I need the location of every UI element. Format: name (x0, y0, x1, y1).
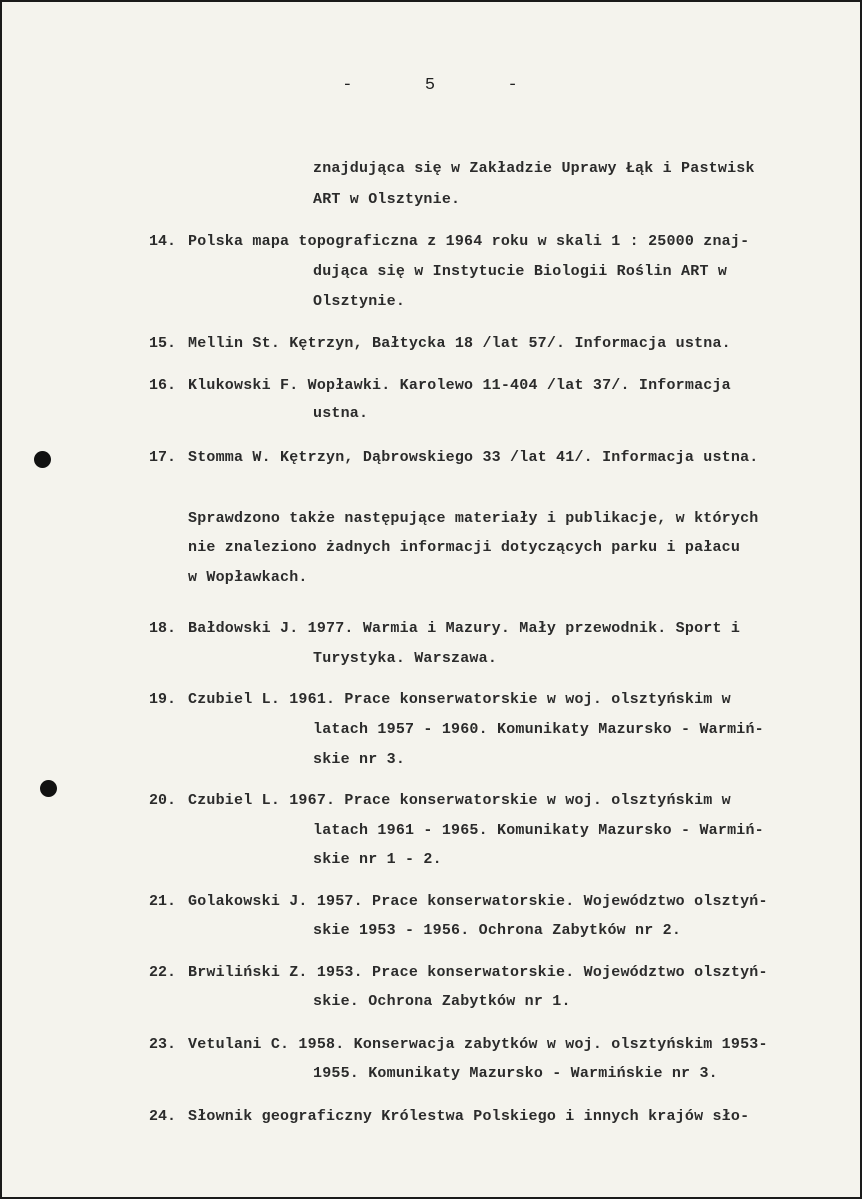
entry-23-line-2: 1955. Komunikaty Mazursko - Warmińskie nr 3. (313, 1065, 718, 1082)
entry-17-line-1: Stomma W. Kętrzyn, Dąbrowskiego 33 /lat 41/. Informacja ustna. (188, 449, 759, 466)
paragraph-line-2: nie znaleziono żadnych informacji dotyczących parku i pałacu (188, 539, 741, 556)
entry-20-line-2: latach 1961 - 1965. Komunikaty Mazursko - Warmiń- (313, 822, 764, 839)
entry-24-number: 24. (149, 1108, 177, 1125)
paragraph-line-3: w Wopławkach. (188, 569, 308, 586)
entry-19-line-3: skie nr 3. (313, 751, 406, 768)
entry-14-line-3: Olsztynie. (313, 293, 406, 310)
page-number-header (0, 76, 862, 95)
entry-17-number: 17. (149, 449, 177, 466)
binder-hole-mark (34, 451, 51, 468)
entry-23-number: 23. (149, 1036, 177, 1053)
entry-19-line-1: Czubiel L. 1961. Prace konserwatorskie w woj. olsztyńskim w (188, 691, 731, 708)
entry-20-line-1: Czubiel L. 1967. Prace konserwatorskie w woj. olsztyńskim w (188, 792, 731, 809)
entry-16-line-2: ustna. (313, 405, 369, 422)
entry-18-number: 18. (149, 620, 177, 637)
entry-18-line-1: Bałdowski J. 1977. Warmia i Mazury. Mały przewodnik. Sport i (188, 620, 741, 637)
entry-22-line-2: skie. Ochrona Zabytków nr 1. (313, 993, 571, 1010)
entry-14-number: 14. (149, 233, 177, 250)
entry-15-line-1: Mellin St. Kętrzyn, Bałtycka 18 /lat 57/. Informacja ustna. (188, 335, 731, 352)
entry-22-number: 22. (149, 964, 177, 981)
entry-15-number: 15. (149, 335, 177, 352)
entry-20-line-3: skie nr 1 - 2. (313, 851, 442, 868)
entry-20-number: 20. (149, 792, 177, 809)
binder-hole-mark (40, 780, 57, 797)
entry-16-number: 16. (149, 377, 177, 394)
dash-right: - (507, 76, 520, 95)
entry-18-line-2: Turystyka. Warszawa. (313, 650, 498, 667)
page-number: 5 (424, 76, 438, 95)
entry-13-line-2: znajdująca się w Zakładzie Uprawy Łąk i Pastwisk (313, 160, 755, 177)
paragraph-line-1: Sprawdzono także następujące materiały i publikacje, w których (188, 510, 759, 527)
entry-19-number: 19. (149, 691, 177, 708)
entry-24-line-1: Słownik geograficzny Królestwa Polskiego i innych krajów sło- (188, 1108, 750, 1125)
entry-19-line-2: latach 1957 - 1960. Komunikaty Mazursko - Warmiń- (313, 721, 764, 738)
entry-21-number: 21. (149, 893, 177, 910)
entry-14-line-2: dująca się w Instytucie Biologii Roślin ART w (313, 263, 728, 280)
entry-16-line-1: Klukowski F. Wopławki. Karolewo 11-404 /lat 37/. Informacja (188, 377, 731, 394)
entry-21-line-2: skie 1953 - 1956. Ochrona Zabytków nr 2. (313, 922, 682, 939)
entry-14-line-1: Polska mapa topograficzna z 1964 roku w skali 1 : 25000 znaj- (188, 233, 750, 250)
entry-13-line-3: ART w Olsztynie. (313, 191, 461, 208)
entry-23-line-1: Vetulani C. 1958. Konserwacja zabytków w woj. olsztyńskim 1953- (188, 1036, 768, 1053)
entry-21-line-1: Golakowski J. 1957. Prace konserwatorskie. Województwo olsztyń- (188, 893, 768, 910)
dash-left: - (342, 76, 355, 95)
entry-22-line-1: Brwiliński Z. 1953. Prace konserwatorskie. Województwo olsztyń- (188, 964, 768, 981)
